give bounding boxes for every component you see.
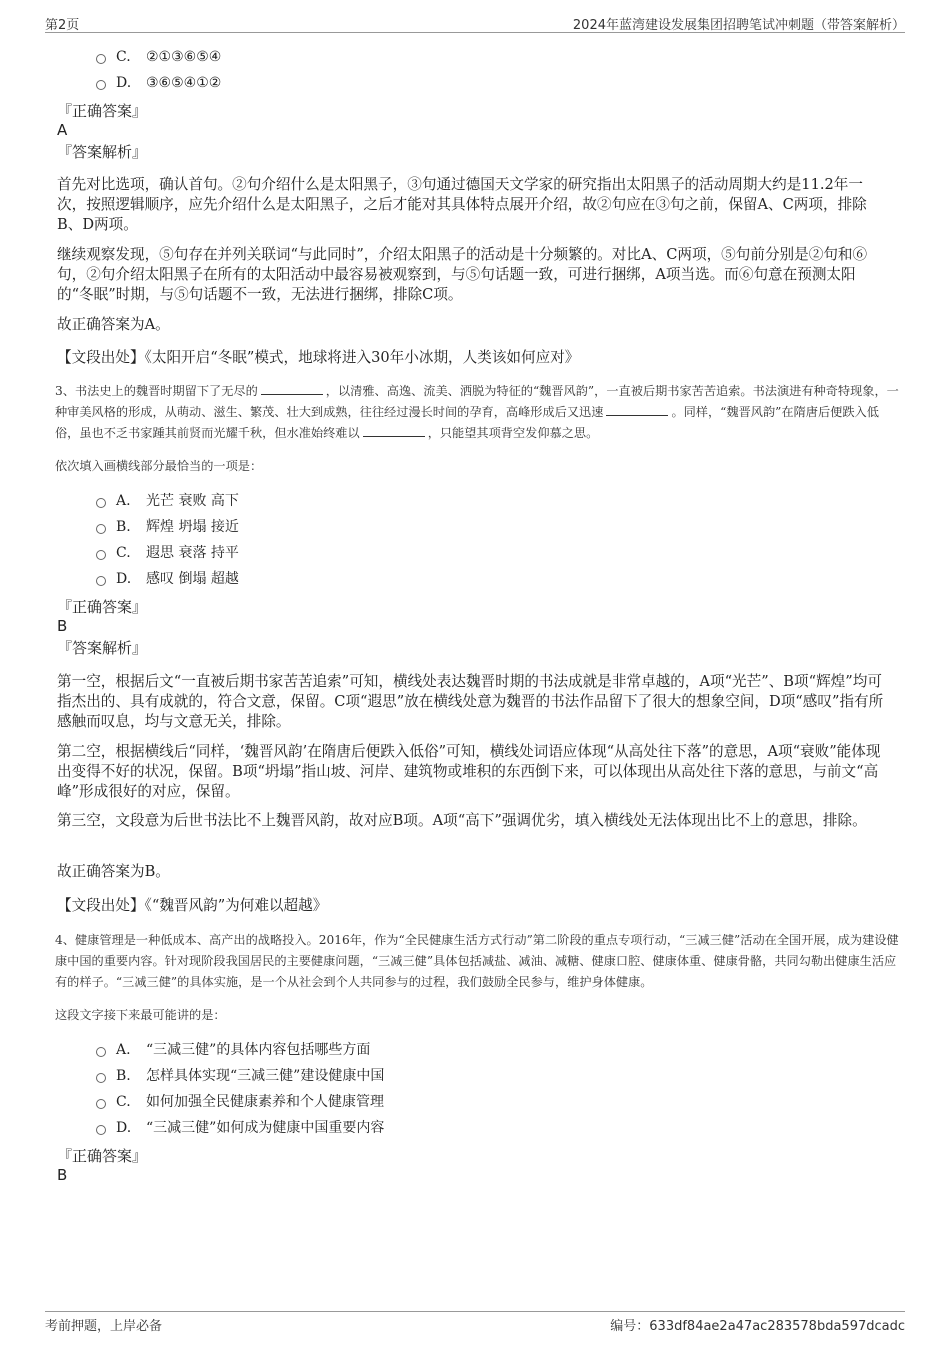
- option-c[interactable]: C. 遐思 衰落 持平: [96, 543, 239, 563]
- question-prompt: 这段文字接下来最可能讲的是：: [55, 1008, 226, 1022]
- answer-label: 『正确答案』: [57, 1147, 148, 1165]
- question-prompt: 依次填入画横线部分最恰当的一项是：: [55, 459, 263, 473]
- analysis-label: 『答案解析』: [57, 639, 148, 657]
- document-id: 编号：633df84ae2a47ac283578bda597dcadc: [610, 1319, 905, 1334]
- answer-label: 『正确答案』: [57, 598, 148, 616]
- source-citation: 【文段出处】《太阳开启“冬眠”模式，地球将进入30年小冰期，人类该如何应对》: [57, 349, 580, 366]
- answer-value: B: [57, 617, 68, 635]
- radio-icon[interactable]: [96, 1125, 106, 1135]
- radio-icon[interactable]: [96, 80, 106, 90]
- option-c[interactable]: C. 如何加强全民健康素养和个人健康管理: [96, 1092, 384, 1112]
- blank-line: [261, 382, 323, 395]
- page-footer: [45, 1311, 905, 1334]
- radio-icon[interactable]: [96, 550, 106, 560]
- analysis-conclusion: 故正确答案为A。: [57, 316, 170, 333]
- radio-icon[interactable]: [96, 498, 106, 508]
- analysis-paragraph: 第一空，根据后文“一直被后期书家苦苦追索”可知，横线处表达魏晋时期的书法成就是非常卓越的，A项“光芒”、B项“辉煌”均可指杰出的、具有成就的，符合文意，保留。C项“遐思”放在横线处意为魏晋的书法作品留下了很大的想象空间，D项“感叹”指有所感触而叹息，均与文意无关，排除。: [57, 673, 884, 730]
- document-title: 2024年蓝湾建设发展集团招聘笔试冲刺题（带答案解析）: [572, 18, 905, 33]
- answer-value: B: [57, 1166, 68, 1184]
- analysis-paragraph: 继续观察发现，⑤句存在并列关联词“与此同时”，介绍太阳黑子的活动是十分频繁的。对比A、C两项，⑤句前分别是②句和⑥句，②句介绍太阳黑子在所有的太阳活动中最容易被观察到，与⑤句话题一致，可进行捆绑，A项当选。而⑥句意在预测太阳的“冬眠”时期，与⑤句话题不一致，无法进行捆绑，排除C项。: [57, 246, 868, 303]
- option-d[interactable]: D. 感叹 倒塌 超越: [96, 569, 239, 589]
- radio-icon[interactable]: [96, 576, 106, 586]
- page-number: 第2页: [45, 18, 80, 33]
- radio-icon[interactable]: [96, 54, 106, 64]
- analysis-paragraph: 第二空，根据横线后“同样，‘魏晋风韵’在隋唐后便跌入低俗”可知，横线处词语应体现“从高处往下落”的意思，A项“衰败”能体现出变得不好的状况，保留。B项“坍塌”指山坡、河岸、建筑物或堆积的东西倒下来，可以体现出从高处往下落的意思，与前文“高峰”形成很好的对应，保留。: [57, 743, 881, 800]
- radio-icon[interactable]: [96, 1073, 106, 1083]
- source-citation: 【文段出处】《“魏晋风韵”为何难以超越》: [57, 897, 328, 914]
- option-d[interactable]: D. ③⑥⑤④①②: [96, 73, 221, 93]
- option-c[interactable]: C. ②①③⑥⑤④: [96, 47, 221, 67]
- answer-label: 『正确答案』: [57, 102, 148, 120]
- radio-icon[interactable]: [96, 1099, 106, 1109]
- analysis-label: 『答案解析』: [57, 143, 148, 161]
- question-text: 4、健康管理是一种低成本、高产出的战略投入。2016年，作为“全民健康生活方式行动”第二阶段的重点专项行动，“三减三健”活动在全国开展，成为建设健康中国的重要内容。针对现阶段我国居民的主要健康问题，“三减三健”具体包括减盐、减油、减糖、健康口腔、健康体重、健康骨骼，共同勾勒出健康生活应有的样子。“三减三健”的具体实施，是一个从社会到个人共同参与的过程，我们鼓励全民参与，维护身体健康。: [55, 933, 899, 989]
- radio-icon[interactable]: [96, 524, 106, 534]
- analysis-conclusion: 故正确答案为B。: [57, 863, 170, 880]
- blank-line: [363, 424, 425, 437]
- option-a[interactable]: A. “三减三健”的具体内容包括哪些方面: [96, 1040, 370, 1060]
- footer-slogan: 考前押题，上岸必备: [45, 1319, 163, 1334]
- option-b[interactable]: B. 怎样具体实现“三减三健”建设健康中国: [96, 1066, 384, 1086]
- blank-line: [606, 403, 668, 416]
- analysis-paragraph: 首先对比选项，确认首句。②句介绍什么是太阳黑子，③句通过德国天文学家的研究指出太阳黑子的活动周期大约是11.2年一次，按照逻辑顺序，应先介绍什么是太阳黑子，之后才能对其具体特点展开介绍，故②句应在③句之前，保留A、C两项，排除B、D两项。: [57, 176, 867, 233]
- option-b[interactable]: B. 辉煌 坍塌 接近: [96, 517, 239, 537]
- page-header: [45, 12, 905, 33]
- option-d[interactable]: D. “三减三健”如何成为健康中国重要内容: [96, 1118, 384, 1138]
- question-text: 3、书法史上的魏晋时期留下了无尽的 ，以清雅、高逸、流美、洒脱为特征的“魏晋风韵”，一直被后期书家苦苦追索。书法演进有种奇特现象，一种审美风格的形成，从萌动、滋生、繁茂、壮大到成熟，往往经过漫长时间的孕育，高峰形成后又迅速 。同样，“魏晋风韵”在隋唐后便跌入低俗，虽也不乏书家踵其前贤而光耀千秋，但水准始终难以 ，只能望其项背空发仰慕之思。: [55, 384, 899, 440]
- option-a[interactable]: A. 光芒 衰败 高下: [96, 491, 239, 511]
- radio-icon[interactable]: [96, 1047, 106, 1057]
- analysis-paragraph: 第三空，文段意为后世书法比不上魏晋风韵，故对应B项。A项“高下”强调优劣，填入横线处无法体现出比不上的意思，排除。: [57, 812, 867, 829]
- answer-value: A: [57, 121, 68, 139]
